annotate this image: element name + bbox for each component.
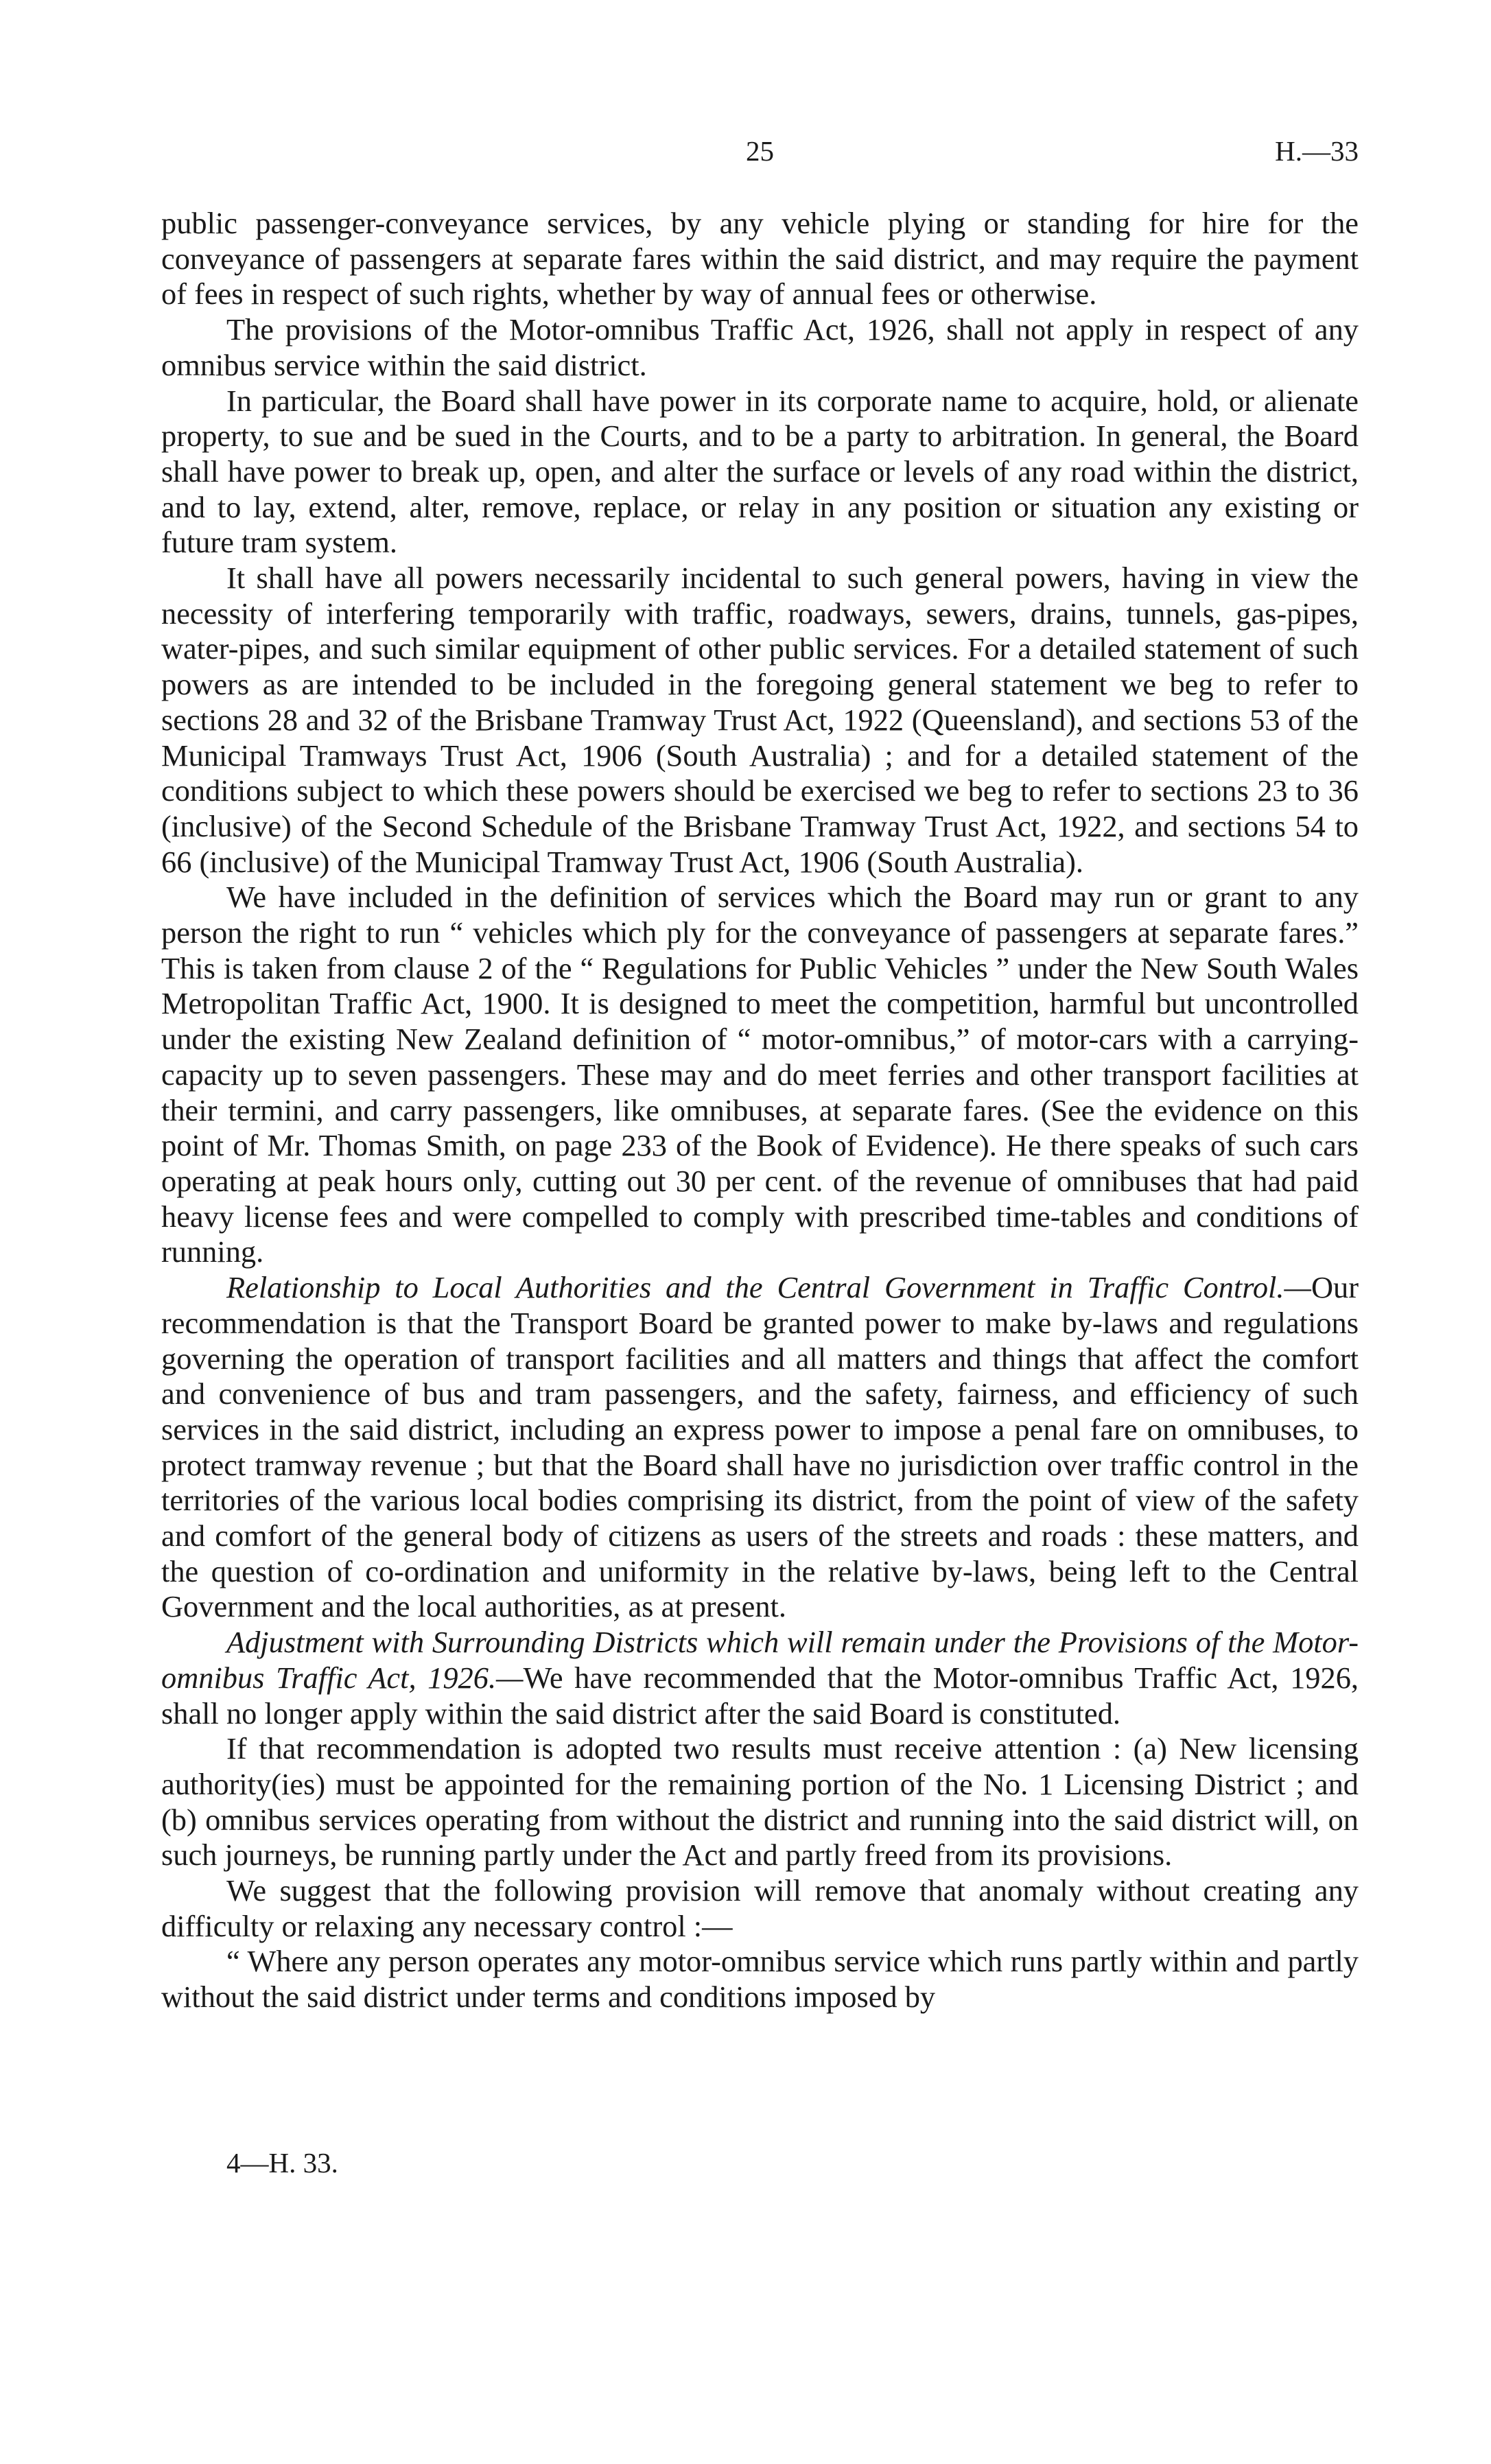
page-number: 25 [746, 135, 774, 167]
paragraph-7 [161, 1625, 1359, 1731]
document-reference: H.—33 [1275, 135, 1359, 167]
paragraph-8: If that recommendation is adopted two results must receive attention : (a) New licensing authority(ies) must be appointed for the remaining portion of the No. 1 Licensing District ; and (b) omnibus services operating from without the district and running into the said district will, on such journeys, be running partly under the Act and partly freed from its provisions. [161, 1731, 1359, 1873]
paragraph-9: We suggest that the following provision will remove that anomaly without creating any difficulty or relaxing any necessary control :— [161, 1873, 1359, 1943]
paragraph-4: It shall have all powers necessarily incidental to such general powers, having in view the necessity of interfering temporarily with traffic, roadways, sewers, drains, tunnels, gas-pipes, water-pipes, and such similar equipment of other public services. For a detailed statement of such powers as are intended to be included in the foregoing general statement we beg to refer to sections 28 and 32 of the Brisbane Tramway Trust Act, 1922 (Queensland), and sections 53 of the Municipal Tramways Trust Act, 1906 (South Australia) ; and for a detailed statement of the conditions subject to which these powers should be exercised we beg to refer to sections 23 to 36 (inclusive) of the Second Schedule of the Brisbane Tramway Trust Act, 1922, and sections 54 to 66 (inclusive) of the Municipal Tramway Trust Act, 1906 (South Australia). [161, 561, 1359, 879]
paragraph-10: “ Where any person operates any motor-omnibus service which runs partly within and partly without the said district under terms and conditions imposed by [161, 1944, 1359, 2015]
paragraph-5: We have included in the definition of services which the Board may run or grant to any person the right to run “ vehicles which ply for the conveyance of passengers at separate fares.” This is taken from clause 2 of the “ Regulations for Public Vehicles ” under the New South Wales Metropolitan Traffic Act, 1900. It is designed to meet the competition, harmful but uncontrolled under the existing New Zealand definition of “ motor-omnibus,” of motor-cars with a carrying-capacity up to seven passengers. These may and do meet ferries and other transport facilities at their termini, and carry passengers, like omnibuses, at separate fares. (See the evidence on this point of Mr. Thomas Smith, on page 233 of the Book of Evidence). He there speaks of such cars operating at peak hours only, cutting out 30 per cent. of the revenue of omnibuses that had paid heavy license fees and were compelled to comply with prescribed time-tables and conditions of running. [161, 880, 1359, 1269]
page-signature: 4—H. 33. [226, 2147, 338, 2179]
body-text [161, 206, 1359, 2015]
section-heading-adjustment: Adjustment with Surrounding Districts which will remain under the Provisions of the Motor-omnibus Traffic Act, 1926.— [161, 1625, 1359, 1695]
paragraph-6-text: Our recommendation is that the Transport Board be granted power to make by-laws and regulations governing the operation of transport facilities and all matters and things that affect the comfort and convenience of bus and tram passengers, and the safety, fairness, and efficiency of such services in the said district, including an express power to impose a penal fare on omnibuses, to protect tramway revenue ; but that the Board shall have no jurisdiction over traffic control in the territories of the various local bodies comprising its district, from the point of view of the safety and comfort of the general body of citizens as users of the streets and roads : these matters, and the question of co-ordination and uniformity in the relative by-laws, being left to the Central Government and the local authorities, as at present. [161, 1270, 1359, 1624]
paragraph-6 [161, 1270, 1359, 1625]
page-header [161, 134, 1359, 176]
paragraph-2: The provisions of the Motor-omnibus Traffic Act, 1926, shall not apply in respect of any omnibus service within the said district. [161, 312, 1359, 382]
section-heading-traffic-control: Relationship to Local Authorities and the Central Government in Traffic Control.— [226, 1270, 1311, 1305]
paragraph-1: public passenger-conveyance services, by any vehicle plying or standing for hire for the conveyance of passengers at separate fares within the said district, and may require the payment of fees in respect of such rights, whether by way of annual fees or otherwise. [161, 206, 1359, 312]
paragraph-7-text: We have recommended that the Motor-omnibus Traffic Act, 1926, shall no longer apply within the said district after the said Board is constituted. [161, 1660, 1359, 1730]
paragraph-3: In particular, the Board shall have power in its corporate name to acquire, hold, or alienate property, to sue and be sued in the Courts, and to be a party to arbitration. In general, the Board shall have power to break up, open, and alter the surface or levels of any road within the district, and to lay, extend, alter, remove, replace, or relay in any position or situation any existing or future tram system. [161, 383, 1359, 560]
